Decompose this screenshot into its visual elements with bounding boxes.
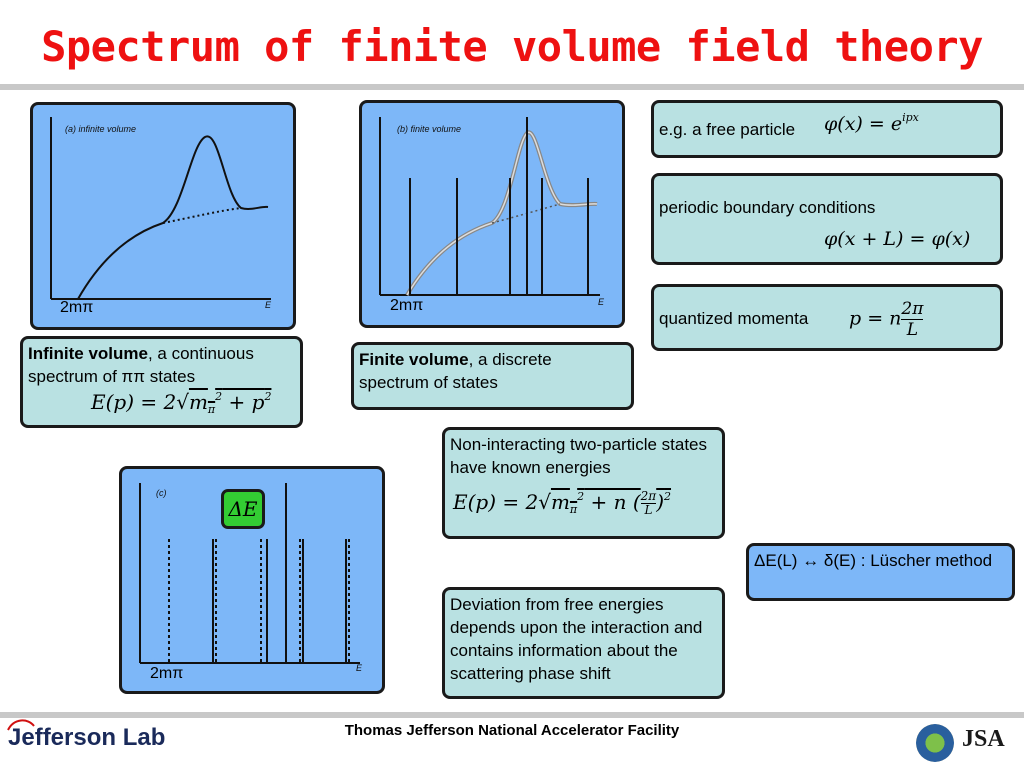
jefferson-lab-text: Jefferson Lab (8, 724, 166, 751)
jsa-logo (962, 726, 1005, 753)
infinite-caption: (a) infinite volume (65, 124, 137, 134)
finite-volume-box (351, 342, 634, 410)
periodic-bc-equation: φ(x + L) = φ(x) (824, 228, 971, 250)
finite-caption: (b) finite volume (397, 124, 462, 134)
noninteracting-energy-equation: $E(p) = 2√m_\pi^2 + n$ ( $\frac{2\pi}{L}$ )$^2$ (453, 489, 672, 517)
quantized-momenta-equation: p = n $\frac{2\pi}{L}$ (849, 299, 924, 340)
shifted-caption: (c) (156, 488, 167, 498)
doe-seal-icon (916, 724, 954, 762)
footer-text: Thomas Jefferson National Accelerator Facility (344, 722, 680, 739)
jefferson-lab-logo (8, 724, 165, 752)
shifted-axis-label: E (356, 663, 363, 673)
finite-axis-label: E (598, 297, 605, 307)
finite-volume-term: Finite volume (359, 350, 469, 369)
free-particle-box (651, 100, 1003, 158)
luscher-method-box (746, 543, 1015, 601)
noninteracting-box (442, 427, 725, 539)
finite-threshold-label: 2mπ (390, 297, 424, 314)
deviation-box (442, 587, 725, 699)
title-divider (0, 84, 1024, 90)
shifted-threshold-label: 2mπ (150, 665, 184, 682)
infinite-volume-plot (30, 102, 296, 330)
noninteracting-text: Non-interacting two-particle states have known energies (450, 435, 708, 477)
periodic-bc-box (651, 173, 1003, 265)
free-particle-text: e.g. a free particle (659, 120, 796, 139)
deviation-text: Deviation from free energies depends upon the interaction and contains information about the scattering phase shift (450, 595, 703, 683)
infinite-volume-term: Infinite volume (28, 344, 148, 363)
infinite-energy-equation: $E(p) = 2√m_\pi^2 + p^2$ (91, 390, 272, 416)
luscher-method-text: ΔE(L) ↔ δ(E) : Lüscher method (754, 551, 993, 570)
finite-volume-plot (359, 100, 625, 328)
free-particle-equation: $\varphi(x) = e^{ipx}$ (824, 111, 919, 135)
jsa-logo-text: JSA (962, 726, 1005, 752)
delta-e-badge: ΔE (221, 489, 265, 529)
periodic-bc-text: periodic boundary conditions (659, 198, 876, 217)
quantized-momenta-text: quantized momenta (659, 309, 809, 328)
footer-divider (0, 712, 1024, 718)
infinite-volume-text: , a continuous spectrum of ππ states (28, 344, 254, 386)
quantized-momenta-box (651, 284, 1003, 351)
infinite-threshold-label: 2mπ (60, 299, 94, 316)
infinite-axis-label: E (265, 300, 272, 310)
finite-volume-text: , a discrete spectrum of states (359, 350, 552, 392)
slide-title: Spectrum of finite volume field theory (41, 22, 983, 71)
infinite-volume-box (20, 336, 303, 428)
